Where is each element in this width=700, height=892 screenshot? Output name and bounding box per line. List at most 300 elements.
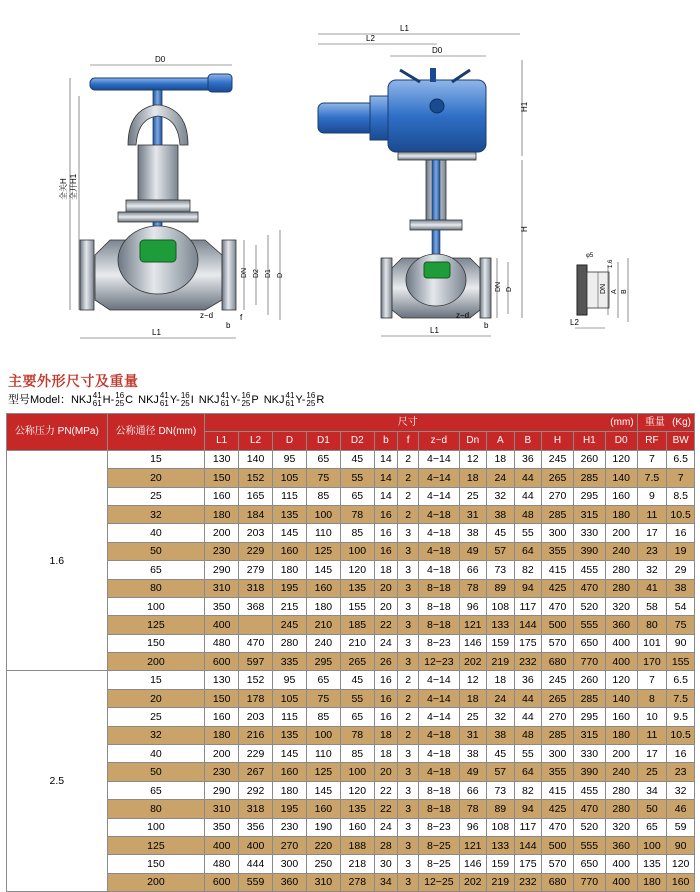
value-cell: 240 [306, 634, 340, 652]
value-cell: 16 [667, 745, 695, 763]
value-cell: 18 [487, 671, 515, 689]
table-row [7, 542, 695, 560]
value-cell: 8−18 [419, 781, 459, 799]
value-cell: 190 [306, 818, 340, 836]
value-cell: 280 [605, 781, 637, 799]
value-cell: 117 [514, 818, 542, 836]
value-cell: 240 [605, 763, 637, 781]
value-cell: 3 [398, 855, 419, 873]
value-cell: 280 [605, 579, 637, 597]
value-cell: 3 [398, 781, 419, 799]
dn-cell: 40 [107, 745, 205, 763]
value-cell: 8−23 [419, 634, 459, 652]
value-cell: 218 [340, 855, 374, 873]
value-cell: 202 [459, 653, 487, 671]
value-cell: 3 [398, 653, 419, 671]
value-cell: 55 [514, 745, 542, 763]
value-cell: 45 [487, 745, 515, 763]
dim-l1: L1 [152, 328, 161, 337]
value-cell: 290 [205, 561, 239, 579]
value-cell: 58 [637, 597, 667, 615]
value-cell: 170 [637, 653, 667, 671]
value-cell: 219 [487, 873, 515, 891]
value-cell [239, 616, 273, 634]
value-cell: 520 [573, 818, 605, 836]
value-cell: 22 [374, 781, 397, 799]
value-cell: 125 [306, 763, 340, 781]
value-cell: 150 [205, 469, 239, 487]
value-cell: 470 [542, 597, 574, 615]
value-cell: 265 [542, 689, 574, 707]
value-cell: 300 [542, 524, 574, 542]
value-cell: 41 [637, 579, 667, 597]
value-cell: 120 [605, 671, 637, 689]
value-cell: 3 [398, 763, 419, 781]
value-cell: 360 [605, 616, 637, 634]
value-cell: 152 [239, 671, 273, 689]
value-cell: 250 [306, 855, 340, 873]
value-cell: 160 [273, 763, 307, 781]
value-cell: 3 [398, 634, 419, 652]
value-cell: 260 [573, 450, 605, 468]
value-cell: 285 [573, 469, 605, 487]
dim-d-electric: D [506, 286, 513, 292]
section-title: 主要外形尺寸及重量 [8, 373, 139, 389]
value-cell: 82 [514, 561, 542, 579]
value-cell: 65 [340, 708, 374, 726]
value-cell: 159 [487, 855, 515, 873]
value-cell: 368 [239, 597, 273, 615]
value-cell: 3 [398, 524, 419, 542]
dn-cell: 200 [107, 653, 205, 671]
column-header: D2 [340, 432, 374, 450]
value-cell: 180 [273, 561, 307, 579]
value-cell: 110 [306, 745, 340, 763]
value-cell: 310 [205, 579, 239, 597]
value-cell: 100 [340, 763, 374, 781]
value-cell: 66 [459, 561, 487, 579]
value-cell: 390 [573, 542, 605, 560]
dim-b: b [226, 321, 231, 330]
value-cell: 133 [487, 616, 515, 634]
value-cell: 3 [398, 542, 419, 560]
value-cell: 180 [605, 505, 637, 523]
value-cell: 16 [667, 524, 695, 542]
value-cell: 55 [340, 689, 374, 707]
value-cell: 96 [459, 597, 487, 615]
value-cell: 185 [340, 616, 374, 634]
value-cell: 230 [205, 763, 239, 781]
value-cell: 24 [487, 689, 515, 707]
column-header: L2 [239, 432, 273, 450]
value-cell: 2 [398, 708, 419, 726]
weight-unit: (Kg) [672, 416, 691, 428]
model-pressure-fraction: 16 25 [241, 391, 251, 409]
value-cell: 8−18 [419, 616, 459, 634]
value-cell: 2 [398, 469, 419, 487]
value-cell: 65 [306, 671, 340, 689]
value-cell: 7 [637, 450, 667, 468]
value-cell: 265 [340, 653, 374, 671]
value-cell: 20 [374, 763, 397, 781]
dn-cell: 80 [107, 579, 205, 597]
model-pressure-fraction: 16 25 [180, 391, 190, 409]
value-cell: 4−18 [419, 505, 459, 523]
value-cell: 200 [205, 524, 239, 542]
value-cell: 180 [205, 726, 239, 744]
manual-valve-drawing [58, 55, 284, 338]
value-cell: 34 [374, 873, 397, 891]
value-cell: 75 [306, 469, 340, 487]
dim-16: 1.6 [608, 259, 614, 268]
value-cell: 202 [459, 873, 487, 891]
value-cell: 22 [374, 800, 397, 818]
value-cell: 195 [273, 800, 307, 818]
value-cell: 470 [239, 634, 273, 652]
value-cell: 85 [306, 487, 340, 505]
value-cell: 8.5 [667, 487, 695, 505]
value-cell: 44 [514, 469, 542, 487]
value-cell: 292 [239, 781, 273, 799]
value-cell: 121 [459, 836, 487, 854]
table-row [7, 818, 695, 836]
table-row [7, 653, 695, 671]
value-cell: 8−25 [419, 855, 459, 873]
value-cell: 44 [514, 487, 542, 505]
value-cell: 28 [374, 836, 397, 854]
value-cell: 64 [514, 763, 542, 781]
value-cell: 650 [573, 634, 605, 652]
value-cell: 120 [340, 561, 374, 579]
value-cell: 215 [273, 597, 307, 615]
spec-table [6, 413, 695, 892]
value-cell: 18 [487, 450, 515, 468]
value-cell: 155 [340, 597, 374, 615]
column-header: D0 [605, 432, 637, 450]
value-cell: 9 [637, 487, 667, 505]
value-cell: 94 [514, 579, 542, 597]
value-cell: 600 [205, 873, 239, 891]
value-cell: 160 [667, 873, 695, 891]
value-cell: 210 [306, 616, 340, 634]
value-cell: 6.5 [667, 450, 695, 468]
value-cell: 400 [205, 616, 239, 634]
dn-cell: 40 [107, 524, 205, 542]
value-cell: 110 [306, 524, 340, 542]
value-cell: 400 [605, 855, 637, 873]
value-cell: 3 [398, 873, 419, 891]
value-cell: 470 [573, 800, 605, 818]
value-cell: 145 [273, 745, 307, 763]
value-cell: 4−14 [419, 469, 459, 487]
value-cell: 78 [459, 579, 487, 597]
value-cell: 31 [459, 505, 487, 523]
table-row [7, 689, 695, 707]
value-cell: 180 [205, 505, 239, 523]
value-cell: 570 [542, 634, 574, 652]
value-cell: 4−14 [419, 450, 459, 468]
value-cell: 100 [306, 726, 340, 744]
value-cell: 318 [239, 800, 273, 818]
value-cell: 24 [374, 634, 397, 652]
value-cell: 355 [542, 542, 574, 560]
value-cell: 73 [487, 561, 515, 579]
dim-b-detail: B [621, 289, 628, 294]
value-cell: 280 [605, 800, 637, 818]
value-cell: 140 [239, 450, 273, 468]
value-cell: 400 [605, 873, 637, 891]
dn-cell: 25 [107, 487, 205, 505]
value-cell: 3 [398, 818, 419, 836]
value-cell: 82 [514, 781, 542, 799]
value-cell: 470 [542, 818, 574, 836]
value-cell: 146 [459, 855, 487, 873]
value-cell: 285 [573, 689, 605, 707]
value-cell: 480 [205, 634, 239, 652]
value-cell: 20 [374, 597, 397, 615]
value-cell: 14 [374, 487, 397, 505]
model-code: NKJ 41 61 Y- 16 25 P [198, 391, 259, 409]
model-prefix: 型号Model： [8, 394, 71, 406]
dim-l1-electric: L1 [400, 24, 409, 33]
value-cell: 270 [273, 836, 307, 854]
value-cell: 49 [459, 542, 487, 560]
value-cell: 121 [459, 616, 487, 634]
dim-d1: D1 [265, 269, 272, 278]
value-cell: 232 [514, 653, 542, 671]
value-cell: 7.5 [637, 469, 667, 487]
dn-cell: 15 [107, 671, 205, 689]
value-cell: 18 [459, 689, 487, 707]
value-cell: 270 [542, 487, 574, 505]
value-cell: 184 [239, 505, 273, 523]
value-cell: 133 [487, 836, 515, 854]
value-cell: 80 [637, 616, 667, 634]
value-cell: 45 [487, 524, 515, 542]
value-cell: 59 [667, 818, 695, 836]
value-cell: 25 [637, 763, 667, 781]
value-cell: 108 [487, 597, 515, 615]
value-cell: 34 [637, 781, 667, 799]
dn-cell: 50 [107, 542, 205, 560]
dim-dn-detail: DN [600, 283, 607, 294]
dn-cell: 100 [107, 818, 205, 836]
dn-cell: 150 [107, 855, 205, 873]
value-cell: 4−18 [419, 561, 459, 579]
value-cell: 360 [273, 873, 307, 891]
value-cell: 175 [514, 634, 542, 652]
value-cell: 4−14 [419, 708, 459, 726]
value-cell: 4−14 [419, 487, 459, 505]
value-cell: 7.5 [667, 689, 695, 707]
value-cell: 38 [487, 505, 515, 523]
value-cell: 7 [667, 469, 695, 487]
value-cell: 3 [398, 561, 419, 579]
value-cell: 400 [605, 634, 637, 652]
dim-b-electric: b [484, 321, 489, 330]
value-cell: 66 [459, 781, 487, 799]
value-cell: 320 [605, 597, 637, 615]
flange-detail-drawing [570, 253, 628, 328]
value-cell: 270 [542, 708, 574, 726]
value-cell: 10.5 [667, 726, 695, 744]
value-cell: 315 [573, 726, 605, 744]
value-cell: 470 [573, 579, 605, 597]
value-cell: 120 [605, 450, 637, 468]
value-cell: 278 [340, 873, 374, 891]
value-cell: 4−18 [419, 726, 459, 744]
value-cell: 350 [205, 597, 239, 615]
value-cell: 49 [459, 763, 487, 781]
column-header: H1 [573, 432, 605, 450]
value-cell: 3 [398, 597, 419, 615]
value-cell: 230 [273, 818, 307, 836]
dim-dn-electric: DN [495, 281, 502, 292]
value-cell: 101 [637, 634, 667, 652]
table-row [7, 873, 695, 891]
table-row [7, 745, 695, 763]
model-pressure-fraction: 16 25 [115, 391, 125, 409]
value-cell: 480 [205, 855, 239, 873]
value-cell: 220 [306, 836, 340, 854]
value-cell: 350 [205, 818, 239, 836]
dim-deg: φ5 [586, 253, 594, 259]
value-cell: 152 [239, 469, 273, 487]
value-cell: 31 [459, 726, 487, 744]
value-cell: 150 [205, 689, 239, 707]
value-cell: 115 [273, 487, 307, 505]
value-cell: 144 [514, 616, 542, 634]
value-cell: 65 [306, 450, 340, 468]
dim-l1-bottom: L1 [430, 326, 439, 335]
value-cell: 65 [637, 818, 667, 836]
value-cell: 300 [273, 855, 307, 873]
value-cell: 117 [514, 597, 542, 615]
value-cell: 100 [637, 836, 667, 854]
value-cell: 160 [205, 487, 239, 505]
column-header: D1 [306, 432, 340, 450]
value-cell: 8−18 [419, 597, 459, 615]
value-cell: 16 [374, 505, 397, 523]
value-cell: 210 [340, 634, 374, 652]
value-cell: 295 [573, 708, 605, 726]
value-cell: 4−18 [419, 542, 459, 560]
value-cell: 29 [667, 561, 695, 579]
value-cell: 180 [273, 781, 307, 799]
value-cell: 260 [573, 671, 605, 689]
value-cell: 390 [573, 763, 605, 781]
column-header: Dn [459, 432, 487, 450]
value-cell: 355 [542, 763, 574, 781]
value-cell: 25 [459, 487, 487, 505]
value-cell: 18 [374, 561, 397, 579]
value-cell: 555 [573, 616, 605, 634]
dim-a: A [611, 289, 618, 294]
value-cell: 48 [514, 726, 542, 744]
value-cell: 120 [667, 855, 695, 873]
value-cell: 140 [605, 689, 637, 707]
weight-header-label: 重量 [644, 416, 665, 428]
value-cell: 455 [573, 561, 605, 579]
dn-header: 公称通径 DN(mm) [107, 414, 205, 451]
model-fraction: 41 61 [220, 391, 230, 409]
value-cell: 4−18 [419, 763, 459, 781]
table-row [7, 781, 695, 799]
value-cell: 8−18 [419, 800, 459, 818]
value-cell: 45 [340, 450, 374, 468]
value-cell: 17 [637, 745, 667, 763]
value-cell: 75 [306, 689, 340, 707]
value-cell: 90 [667, 836, 695, 854]
value-cell: 50 [637, 800, 667, 818]
value-cell: 32 [637, 561, 667, 579]
value-cell: 85 [306, 708, 340, 726]
value-cell: 95 [273, 671, 307, 689]
model-fraction: 41 61 [92, 391, 102, 409]
value-cell: 267 [239, 763, 273, 781]
dim-l2-detail: L2 [570, 318, 579, 327]
dn-cell: 20 [107, 469, 205, 487]
value-cell: 320 [605, 818, 637, 836]
value-cell: 178 [239, 689, 273, 707]
value-cell: 400 [605, 653, 637, 671]
dn-cell: 65 [107, 781, 205, 799]
column-header: f [398, 432, 419, 450]
dn-cell: 20 [107, 689, 205, 707]
table-row [7, 855, 695, 873]
value-cell: 280 [273, 634, 307, 652]
value-cell: 75 [667, 616, 695, 634]
value-cell: 356 [239, 818, 273, 836]
value-cell: 57 [487, 763, 515, 781]
value-cell: 73 [487, 781, 515, 799]
value-cell: 300 [542, 745, 574, 763]
table-row [7, 524, 695, 542]
value-cell: 16 [374, 542, 397, 560]
value-cell: 12−25 [419, 873, 459, 891]
value-cell: 680 [542, 653, 574, 671]
value-cell: 240 [605, 542, 637, 560]
dn-cell: 100 [107, 597, 205, 615]
value-cell: 100 [340, 542, 374, 560]
value-cell: 200 [605, 524, 637, 542]
value-cell: 160 [605, 487, 637, 505]
value-cell: 108 [487, 818, 515, 836]
value-cell: 38 [459, 524, 487, 542]
value-cell: 245 [273, 616, 307, 634]
value-cell: 120 [340, 781, 374, 799]
value-cell: 3 [398, 579, 419, 597]
value-cell: 16 [374, 671, 397, 689]
value-cell: 19 [667, 542, 695, 560]
value-cell: 400 [205, 836, 239, 854]
value-cell: 8 [637, 689, 667, 707]
dim-d0: D0 [155, 55, 166, 64]
dn-cell: 65 [107, 561, 205, 579]
table-row [7, 836, 695, 854]
value-cell: 89 [487, 800, 515, 818]
dim-f: f [240, 313, 243, 322]
dn-cell: 150 [107, 634, 205, 652]
value-cell: 160 [306, 800, 340, 818]
value-cell: 175 [514, 855, 542, 873]
value-cell: 11 [637, 726, 667, 744]
value-cell: 105 [273, 689, 307, 707]
value-cell: 18 [374, 726, 397, 744]
value-cell: 500 [542, 836, 574, 854]
value-cell: 444 [239, 855, 273, 873]
value-cell: 310 [306, 873, 340, 891]
